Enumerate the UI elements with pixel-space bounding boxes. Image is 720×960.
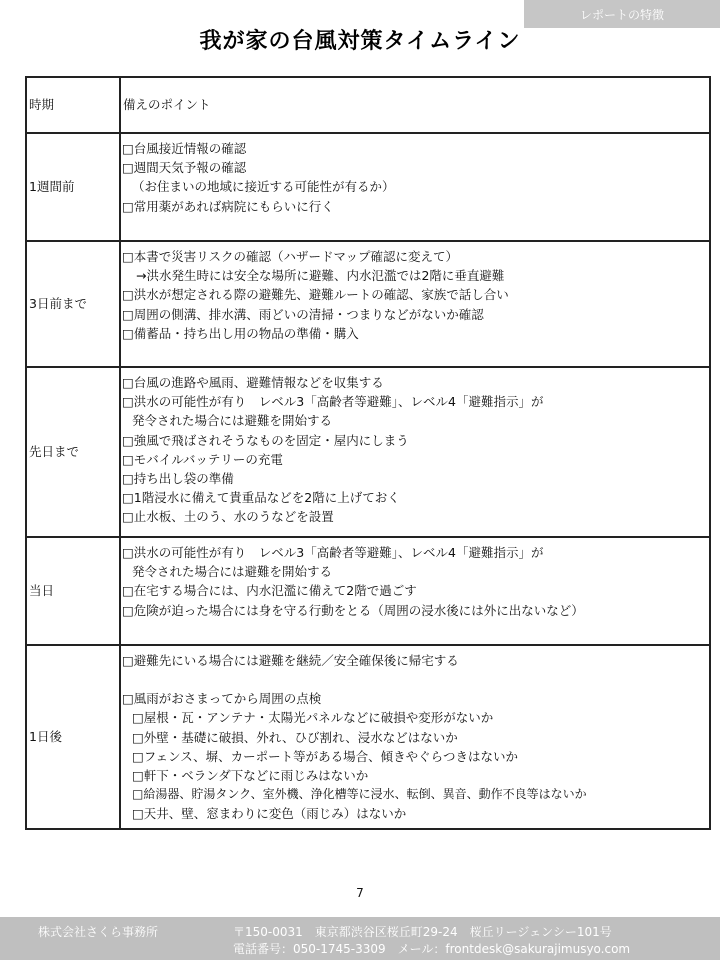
list-item: □外壁・基礎に破損、外れ、ひび割れ、浸水などはないか — [132, 729, 458, 745]
page-number: 7 — [356, 886, 364, 900]
table-row-3days — [26, 241, 710, 367]
blank-line — [122, 670, 707, 689]
list-item: □備蓄品・持ち出し用の物品の準備・購入 — [122, 325, 359, 341]
table-header-row — [26, 77, 710, 133]
table-row-1day-after — [26, 645, 710, 829]
header-points: 備えのポイント — [120, 77, 710, 133]
footer — [0, 917, 720, 960]
list-item: □危険が迫った場合には身を守る行動をとる（周囲の浸水後には外に出ないなど） — [122, 602, 584, 618]
list-item: □台風の進路や風雨、避難情報などを収集する — [122, 375, 384, 390]
period-cell: 1日後 — [26, 645, 120, 829]
period-cell: 先日まで — [26, 367, 120, 537]
points-cell — [120, 537, 710, 645]
footer-address: 〒150-0031 東京都渋谷区桜丘町29-24 桜丘リージェンシー101号 — [233, 925, 612, 939]
list-item: □洪水の可能性が有り レベル3「高齢者等避難」、レベル4「避難指示」が — [122, 394, 544, 410]
table-row-before — [26, 367, 710, 537]
points-cell — [120, 133, 710, 241]
header-period: 時期 — [26, 77, 120, 133]
table-row-day-of — [26, 537, 710, 645]
list-item: □本書で災害リスクの確認（ハザードマップ確認に変えて） — [122, 249, 459, 264]
list-item: □持ち出し袋の準備 — [122, 471, 234, 487]
list-item: □天井、壁、窓まわりに変色（雨じみ）はないか — [132, 806, 407, 822]
period-cell: 3日前まで — [26, 241, 120, 367]
list-item: □常用薬があれば病院にもらいに行く — [122, 198, 334, 214]
points-cell — [120, 645, 710, 829]
period-cell: 1週間前 — [26, 133, 120, 241]
report-feature-tag: レポートの特徴 — [524, 0, 720, 28]
list-item: □周囲の側溝、排水溝、雨どいの清掃・つまりなどがないか確認 — [122, 306, 484, 322]
list-item: （お住まいの地域に接近する可能性が有るか） — [132, 179, 395, 195]
list-item: □洪水の可能性が有り レベル3「高齢者等避難」、レベル4「避難指示」が — [122, 545, 544, 560]
list-item: □フェンス、塀、カーポート等がある場合、傾きやぐらつきはないか — [132, 748, 519, 764]
list-item: □風雨がおさまってから周囲の点検 — [122, 691, 322, 707]
list-item: □避難先にいる場合には避難を継続／安全確保後に帰宅する — [122, 653, 459, 668]
list-item: □週間天気予報の確認 — [122, 160, 247, 176]
footer-company: 株式会社さくら事務所 — [38, 925, 159, 939]
list-item: →洪水発生時には安全な場所に避難、内水氾濫では2階に垂直避難 — [136, 268, 505, 284]
timeline-table — [25, 76, 711, 830]
list-item: □止水板、土のう、水のうなどを設置 — [122, 509, 334, 525]
list-item: 発令された場合には避難を開始する — [132, 413, 333, 429]
points-cell — [120, 241, 710, 367]
list-item: □屋根・瓦・アンテナ・太陽光パネルなどに破損や変形がないか — [132, 710, 494, 726]
footer-contact: 電話番号：050-1745-3309 メール：frontdesk@sakurajimusyo.com — [233, 942, 631, 956]
list-item: □軒下・ベランダ下などに雨じみはないか — [132, 768, 369, 784]
page-title: 我が家の台風対策タイムライン — [199, 29, 521, 54]
list-item: □給湯器、貯湯タンク、室外機、浄化槽等に浸水、転倒、異音、動作不良等はないか — [132, 787, 587, 802]
list-item: □台風接近情報の確認 — [122, 141, 247, 156]
list-item: □洪水が想定される際の避難先、避難ルートの確認、家族で話し合い — [122, 287, 509, 303]
period-cell: 当日 — [26, 537, 120, 645]
list-item: □モバイルバッテリーの充電 — [122, 451, 283, 467]
list-item: □在宅する場合には、内水氾濫に備えて2階で過ごす — [122, 583, 417, 599]
list-item: □1階浸水に備えて貴重品などを2階に上げておく — [122, 490, 400, 506]
points-cell — [120, 367, 710, 537]
list-item: 発令された場合には避難を開始する — [132, 564, 333, 580]
table-row-1week — [26, 133, 710, 241]
list-item: □強風で飛ばされそうなものを固定・屋内にしまう — [122, 432, 409, 448]
